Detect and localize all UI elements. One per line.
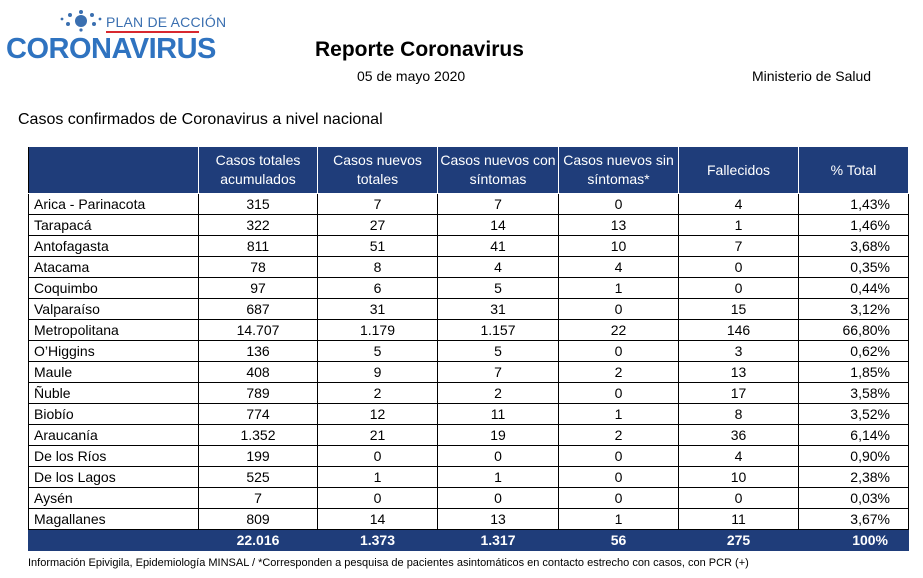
table-row [29,194,909,215]
table-cell: 4 [559,257,679,278]
table-cell: 3,68% [799,236,909,257]
table-cell: 19 [438,425,559,446]
table-cell: 8 [318,257,438,278]
table-cell: 199 [199,446,318,467]
table-row [29,257,909,278]
report-title: Reporte Coronavirus [315,38,524,61]
cases-table [28,146,909,551]
region-name: Coquimbo [29,278,199,299]
table-cell: 1.317 [438,530,559,551]
table-cell: 0 [438,446,559,467]
table-cell: 2 [559,362,679,383]
table-cell: 0 [559,341,679,362]
table-row [29,320,909,341]
table-cell: 146 [679,320,799,341]
table-cell: 27 [318,215,438,236]
table-cell: 5 [438,278,559,299]
table-cell: 2,38% [799,467,909,488]
table-cell: 78 [199,257,318,278]
table-row [29,509,909,530]
table-row [29,341,909,362]
table-row [29,362,909,383]
table-cell: 17 [679,383,799,404]
table-cell: 0,90% [799,446,909,467]
region-name: De los Lagos [29,467,199,488]
table-cell: 0 [679,488,799,509]
table-cell: 51 [318,236,438,257]
table-cell: 1,46% [799,215,909,236]
table-caption: Casos confirmados de Coronavirus a nivel nacional [18,111,383,128]
table-cell: 525 [199,467,318,488]
table-cell: 0 [679,278,799,299]
table-cell: 1,43% [799,194,909,215]
region-name: O’Higgins [29,341,199,362]
table-row [29,215,909,236]
table-cell: 7 [199,488,318,509]
table-cell: 5 [438,341,559,362]
table-row [29,236,909,257]
table-cell: 36 [679,425,799,446]
ministry-label: Ministerio de Salud [752,68,872,84]
table-cell: 2 [438,383,559,404]
table-cell: 3,12% [799,299,909,320]
table-cell: 1 [559,509,679,530]
table-cell: 22.016 [199,530,318,551]
table-cell: 315 [199,194,318,215]
column-header [29,147,199,194]
table-cell: 13 [438,509,559,530]
table-cell: 3,67% [799,509,909,530]
column-header: % Total [799,147,909,194]
table-cell: 100% [799,530,909,551]
table-cell: 3,58% [799,383,909,404]
region-name: Metropolitana [29,320,199,341]
region-name: Antofagasta [29,236,199,257]
globe-dots-icon [58,10,104,32]
source-footnote: Información Epivigila, Epidemiología MINSAL / *Corresponden a pesquisa de pacientes asintomáticos en contacto estrecho con casos, con PCR (+) [28,557,749,569]
table-cell: 14 [318,509,438,530]
table-cell: 0 [559,446,679,467]
table-cell: 6,14% [799,425,909,446]
table-cell: 11 [679,509,799,530]
table-cell: 136 [199,341,318,362]
table-cell: 1.373 [318,530,438,551]
table-cell: 14 [438,215,559,236]
table-cell: 1 [318,467,438,488]
table-cell: 21 [318,425,438,446]
table-cell: 1.179 [318,320,438,341]
table-cell: 0 [559,467,679,488]
table-cell: 0,03% [799,488,909,509]
table-cell: 809 [199,509,318,530]
table-cell: 0,62% [799,341,909,362]
table-row [29,488,909,509]
region-name: Biobío [29,404,199,425]
logo-tagline: PLAN DE ACCIÓN [106,14,227,30]
table-cell: 0 [559,299,679,320]
region-name: Atacama [29,257,199,278]
table-cell: 3,52% [799,404,909,425]
table-header-row [29,147,909,194]
region-name: Magallanes [29,509,199,530]
region-name: Araucanía [29,425,199,446]
table-cell: 13 [679,362,799,383]
table-cell: 1 [679,215,799,236]
region-name: Arica - Parinacota [29,194,199,215]
table-cell: 687 [199,299,318,320]
table-cell: 1,85% [799,362,909,383]
table-cell: 1 [559,278,679,299]
column-header: Casos nuevos sin síntomas* [559,147,679,194]
total-row [29,530,909,551]
table-cell: 0 [559,488,679,509]
table-cell: 774 [199,404,318,425]
table-cell: 0,35% [799,257,909,278]
table-cell: 4 [679,446,799,467]
region-name: Aysén [29,488,199,509]
table-row [29,467,909,488]
column-header: Fallecidos [679,147,799,194]
column-header: Casos totales acumulados [199,147,318,194]
table-cell: 0 [559,383,679,404]
table-cell: 8 [679,404,799,425]
table-row [29,425,909,446]
table-cell: 7 [438,194,559,215]
table-row [29,404,909,425]
region-name: Tarapacá [29,215,199,236]
report-date: 05 de mayo 2020 [357,68,466,84]
table-row [29,446,909,467]
table-row [29,299,909,320]
table-cell: 10 [559,236,679,257]
table-cell: 1.352 [199,425,318,446]
table-cell: 0 [318,488,438,509]
table-cell: 0 [559,194,679,215]
table-cell: 322 [199,215,318,236]
table-cell: 789 [199,383,318,404]
table-cell: 0 [318,446,438,467]
table-cell: 2 [318,383,438,404]
table-cell: 31 [438,299,559,320]
table-cell: 7 [438,362,559,383]
table-cell: 41 [438,236,559,257]
table-cell: 275 [679,530,799,551]
table-cell: 9 [318,362,438,383]
table-cell: 0 [438,488,559,509]
table-cell: 3 [679,341,799,362]
column-header: Casos nuevos totales [318,147,438,194]
table-cell: 7 [318,194,438,215]
table-row [29,278,909,299]
table-cell: 12 [318,404,438,425]
region-name: Ñuble [29,383,199,404]
table-cell: 11 [438,404,559,425]
region-name: Maule [29,362,199,383]
logo-wordmark: CORONAVIRUS [6,33,216,65]
table-cell: 0,44% [799,278,909,299]
table-cell: 97 [199,278,318,299]
table-cell: 14.707 [199,320,318,341]
table-cell: 10 [679,467,799,488]
table-cell: 1 [438,467,559,488]
column-header: Casos nuevos con síntomas [438,147,559,194]
table-cell: 15 [679,299,799,320]
table-cell: 66,80% [799,320,909,341]
table-cell: 31 [318,299,438,320]
table-cell: 4 [438,257,559,278]
region-name: Valparaíso [29,299,199,320]
table-cell: 2 [559,425,679,446]
table-cell: 6 [318,278,438,299]
table-cell: 5 [318,341,438,362]
region-name: De los Ríos [29,446,199,467]
table-cell: 13 [559,215,679,236]
table-cell: 1 [559,404,679,425]
table-row [29,383,909,404]
table-cell: 4 [679,194,799,215]
table-cell: 0 [679,257,799,278]
table-cell: 22 [559,320,679,341]
table-cell: 408 [199,362,318,383]
coronavirus-plan-logo [4,6,227,66]
table-cell: 7 [679,236,799,257]
table-cell: 56 [559,530,679,551]
table-cell [29,530,199,551]
table-cell: 811 [199,236,318,257]
table-cell: 1.157 [438,320,559,341]
